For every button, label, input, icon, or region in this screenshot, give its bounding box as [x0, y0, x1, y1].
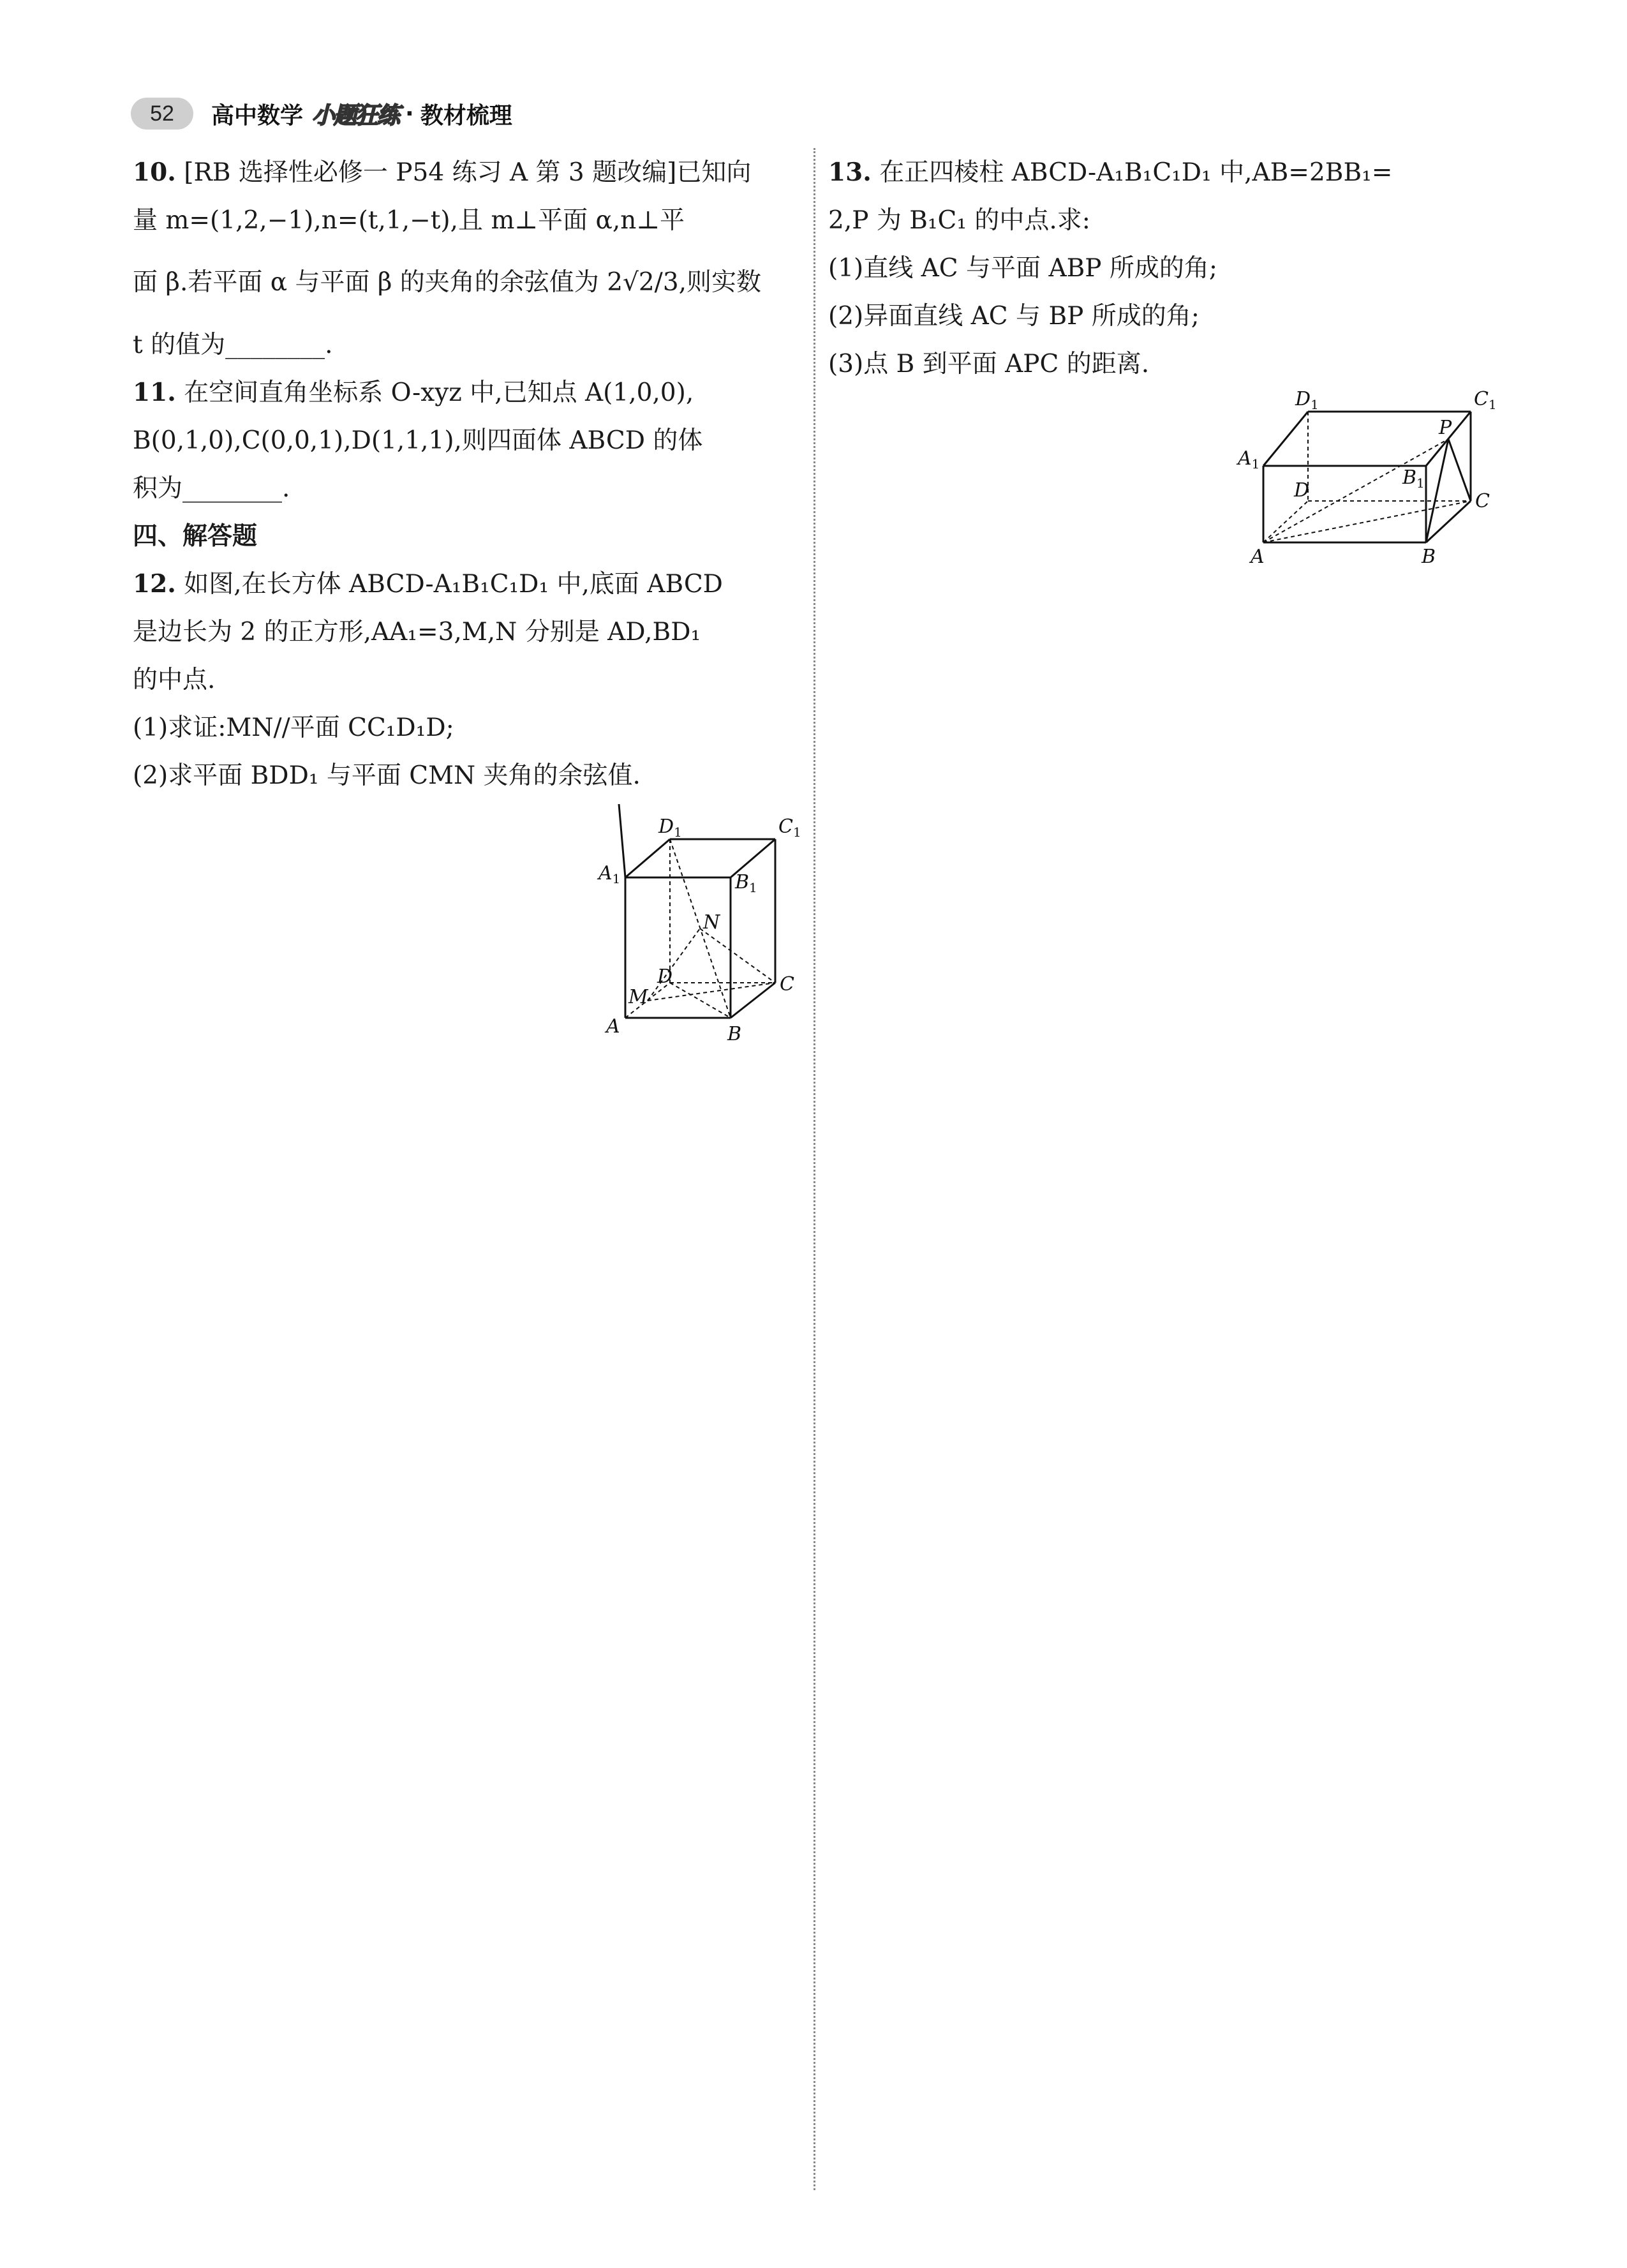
page-header	[131, 96, 512, 131]
edge-BC	[731, 983, 775, 1018]
label-D: D	[1294, 479, 1310, 502]
segment-PC	[1448, 439, 1471, 501]
header-separator: ·	[405, 100, 414, 127]
label-C: C	[780, 973, 794, 996]
segment-MN	[648, 929, 700, 1001]
left-column	[133, 149, 799, 800]
q12-line-1: 12. 如图,在长方体 ABCD-A₁B₁C₁D₁ 中,底面 ABCD	[133, 569, 723, 599]
label-D1: $D_1$	[1295, 388, 1319, 412]
q13-part-2: (2)异面直线 AC 与 BP 所成的角;	[828, 302, 1200, 331]
q11-line-2: B(0,1,0),C(0,0,1),D(1,1,1),则四面体 ABCD 的体	[133, 426, 703, 455]
label-C1: $C_1$	[778, 816, 801, 840]
q12-part-2: (2)求平面 BDD₁ 与平面 CMN 夹角的余弦值.	[133, 761, 641, 790]
q12-line-2: 是边长为 2 的正方形,AA₁=3,M,N 分别是 AD,BD₁	[133, 618, 701, 646]
q10-line-4: t 的值为________.	[133, 331, 333, 359]
segment-NC	[700, 929, 775, 983]
label-C1: $C_1$	[1474, 388, 1497, 412]
q12-part-1: (1)求证:MN//平面 CC₁D₁D;	[133, 713, 454, 742]
figure-q12-cuboid	[593, 804, 810, 1049]
q11-line-1: 11. 在空间直角坐标系 O-xyz 中,已知点 A(1,0,0),	[133, 378, 694, 407]
label-D: D	[657, 966, 673, 988]
book-title: 高中数学	[211, 102, 304, 129]
label-C: C	[1475, 490, 1490, 512]
q13-part-3: (3)点 B 到平面 APC 的距离.	[828, 350, 1150, 378]
section-heading: 四、解答题	[133, 522, 258, 551]
label-A1: $A_1$	[1238, 447, 1260, 472]
page-number: 52	[131, 98, 193, 130]
section-title: 教材梳理	[420, 102, 512, 129]
figure-q13-prism	[1231, 383, 1499, 577]
segment-AC	[1263, 501, 1471, 542]
column-divider	[814, 148, 815, 2190]
label-B: B	[1422, 546, 1436, 568]
right-column	[828, 149, 1495, 388]
edge-D1A1	[1263, 412, 1308, 466]
label-D1: $D_1$	[658, 816, 682, 840]
q12-line-3: 的中点.	[133, 666, 216, 694]
segment-DB	[670, 983, 731, 1018]
label-A: A	[1251, 546, 1265, 568]
label-A1: $A_1$	[598, 862, 621, 886]
label-N: N	[703, 911, 720, 934]
q13-line-1: 13. 在正四棱柱 ABCD-A₁B₁C₁D₁ 中,AB=2BB₁=	[828, 158, 1393, 187]
label-B: B	[727, 1023, 742, 1045]
segment-AP	[1263, 439, 1448, 542]
segment-PB	[1426, 439, 1448, 542]
q13-part-1: (1)直线 AC 与平面 ABP 所成的角;	[828, 254, 1218, 283]
q10-line-1: 10. [RB 选择性必修一 P54 练习 A 第 3 题改编]已知向	[133, 158, 752, 187]
label-P: P	[1439, 417, 1452, 439]
q10-line-2: 量 m=(1,2,−1),n=(t,1,−t),且 m⊥平面 α,n⊥平	[133, 206, 685, 235]
label-A: A	[606, 1015, 620, 1038]
series-logo: 小题狂练	[312, 102, 399, 129]
q10-line-3: 面 β.若平面 α 与平面 β 的夹角的余弦值为 2√2/3,则实数	[133, 268, 762, 297]
q11-line-3: 积为________.	[133, 474, 290, 503]
label-B1: $B_1$	[735, 871, 757, 895]
q13-line-2: 2,P 为 B₁C₁ 的中点.求:	[828, 206, 1090, 235]
label-M: M	[628, 986, 648, 1008]
label-B1: $B_1$	[1402, 466, 1425, 491]
edge-D1A1	[625, 839, 670, 877]
